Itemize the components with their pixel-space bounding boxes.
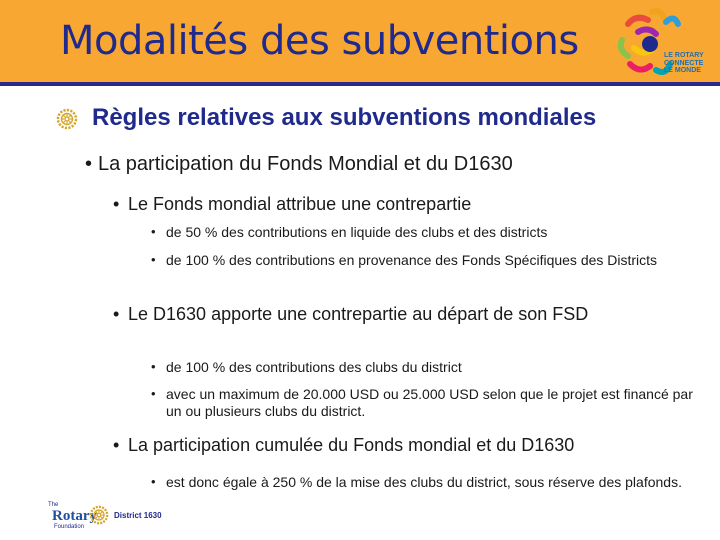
bullet-icon: • — [113, 194, 120, 214]
footer-logo — [48, 502, 168, 534]
level3-item-3 — [113, 435, 575, 456]
rotary-wheel-icon — [89, 505, 109, 525]
level3-text: La participation cumulée du Fonds mondial et du D1630 — [128, 435, 575, 455]
bullet-icon: • — [113, 304, 120, 324]
section-heading: Règles relatives aux subventions mondiales — [92, 104, 597, 131]
bullet-icon: • — [151, 386, 156, 401]
logo-tagline — [664, 52, 704, 75]
foundation-the-label: The — [48, 502, 59, 508]
rotary-wordmark: Rotary — [52, 508, 97, 524]
level2-item — [85, 153, 513, 176]
page-title: Modalités des subventions — [60, 18, 579, 64]
bullet-icon: • — [151, 474, 156, 489]
logo-line: LE MONDE — [664, 67, 701, 74]
rotary-wheel-icon — [56, 108, 78, 130]
level4-text: de 100 % des contributions en provenance des Fonds Spécifiques des Districts — [166, 252, 658, 268]
bullet-icon: • — [113, 435, 120, 455]
level4-text: de 100 % des contributions des clubs du district — [166, 359, 462, 375]
level4-item — [151, 359, 696, 376]
bullet-icon: • — [151, 359, 156, 374]
logo-line: LE ROTARY — [664, 52, 704, 59]
level3-text: Le D1630 apporte une contrepartie au départ de son FSD — [128, 304, 589, 324]
bullet-icon: • — [151, 252, 156, 267]
bullet-icon: • — [85, 153, 93, 175]
level4-item — [151, 224, 696, 241]
level4-item — [151, 474, 696, 491]
level3-item-2 — [113, 302, 688, 326]
level3-item-1 — [113, 194, 472, 215]
level4-text: est donc égale à 250 % de la mise des clubs du district, sous réserve des plafonds. — [166, 474, 682, 490]
level4-item — [151, 386, 696, 420]
logo-line: CONNECTE — [664, 59, 704, 67]
foundation-label: Foundation — [54, 524, 85, 530]
level2-text: La participation du Fonds Mondial et du D1630 — [98, 153, 513, 175]
level4-item — [151, 252, 696, 269]
bullet-icon: • — [151, 224, 156, 239]
header-banner — [0, 0, 720, 86]
level4-text: avec un maximum de 20.000 USD ou 25.000 USD selon que le projet est financé par un ou plusieurs clubs du district. — [166, 386, 693, 419]
district-label: District 1630 — [114, 511, 162, 520]
level3-text: Le Fonds mondial attribue une contrepartie — [128, 194, 472, 214]
level4-text: de 50 % des contributions en liquide des clubs et des districts — [166, 224, 548, 240]
